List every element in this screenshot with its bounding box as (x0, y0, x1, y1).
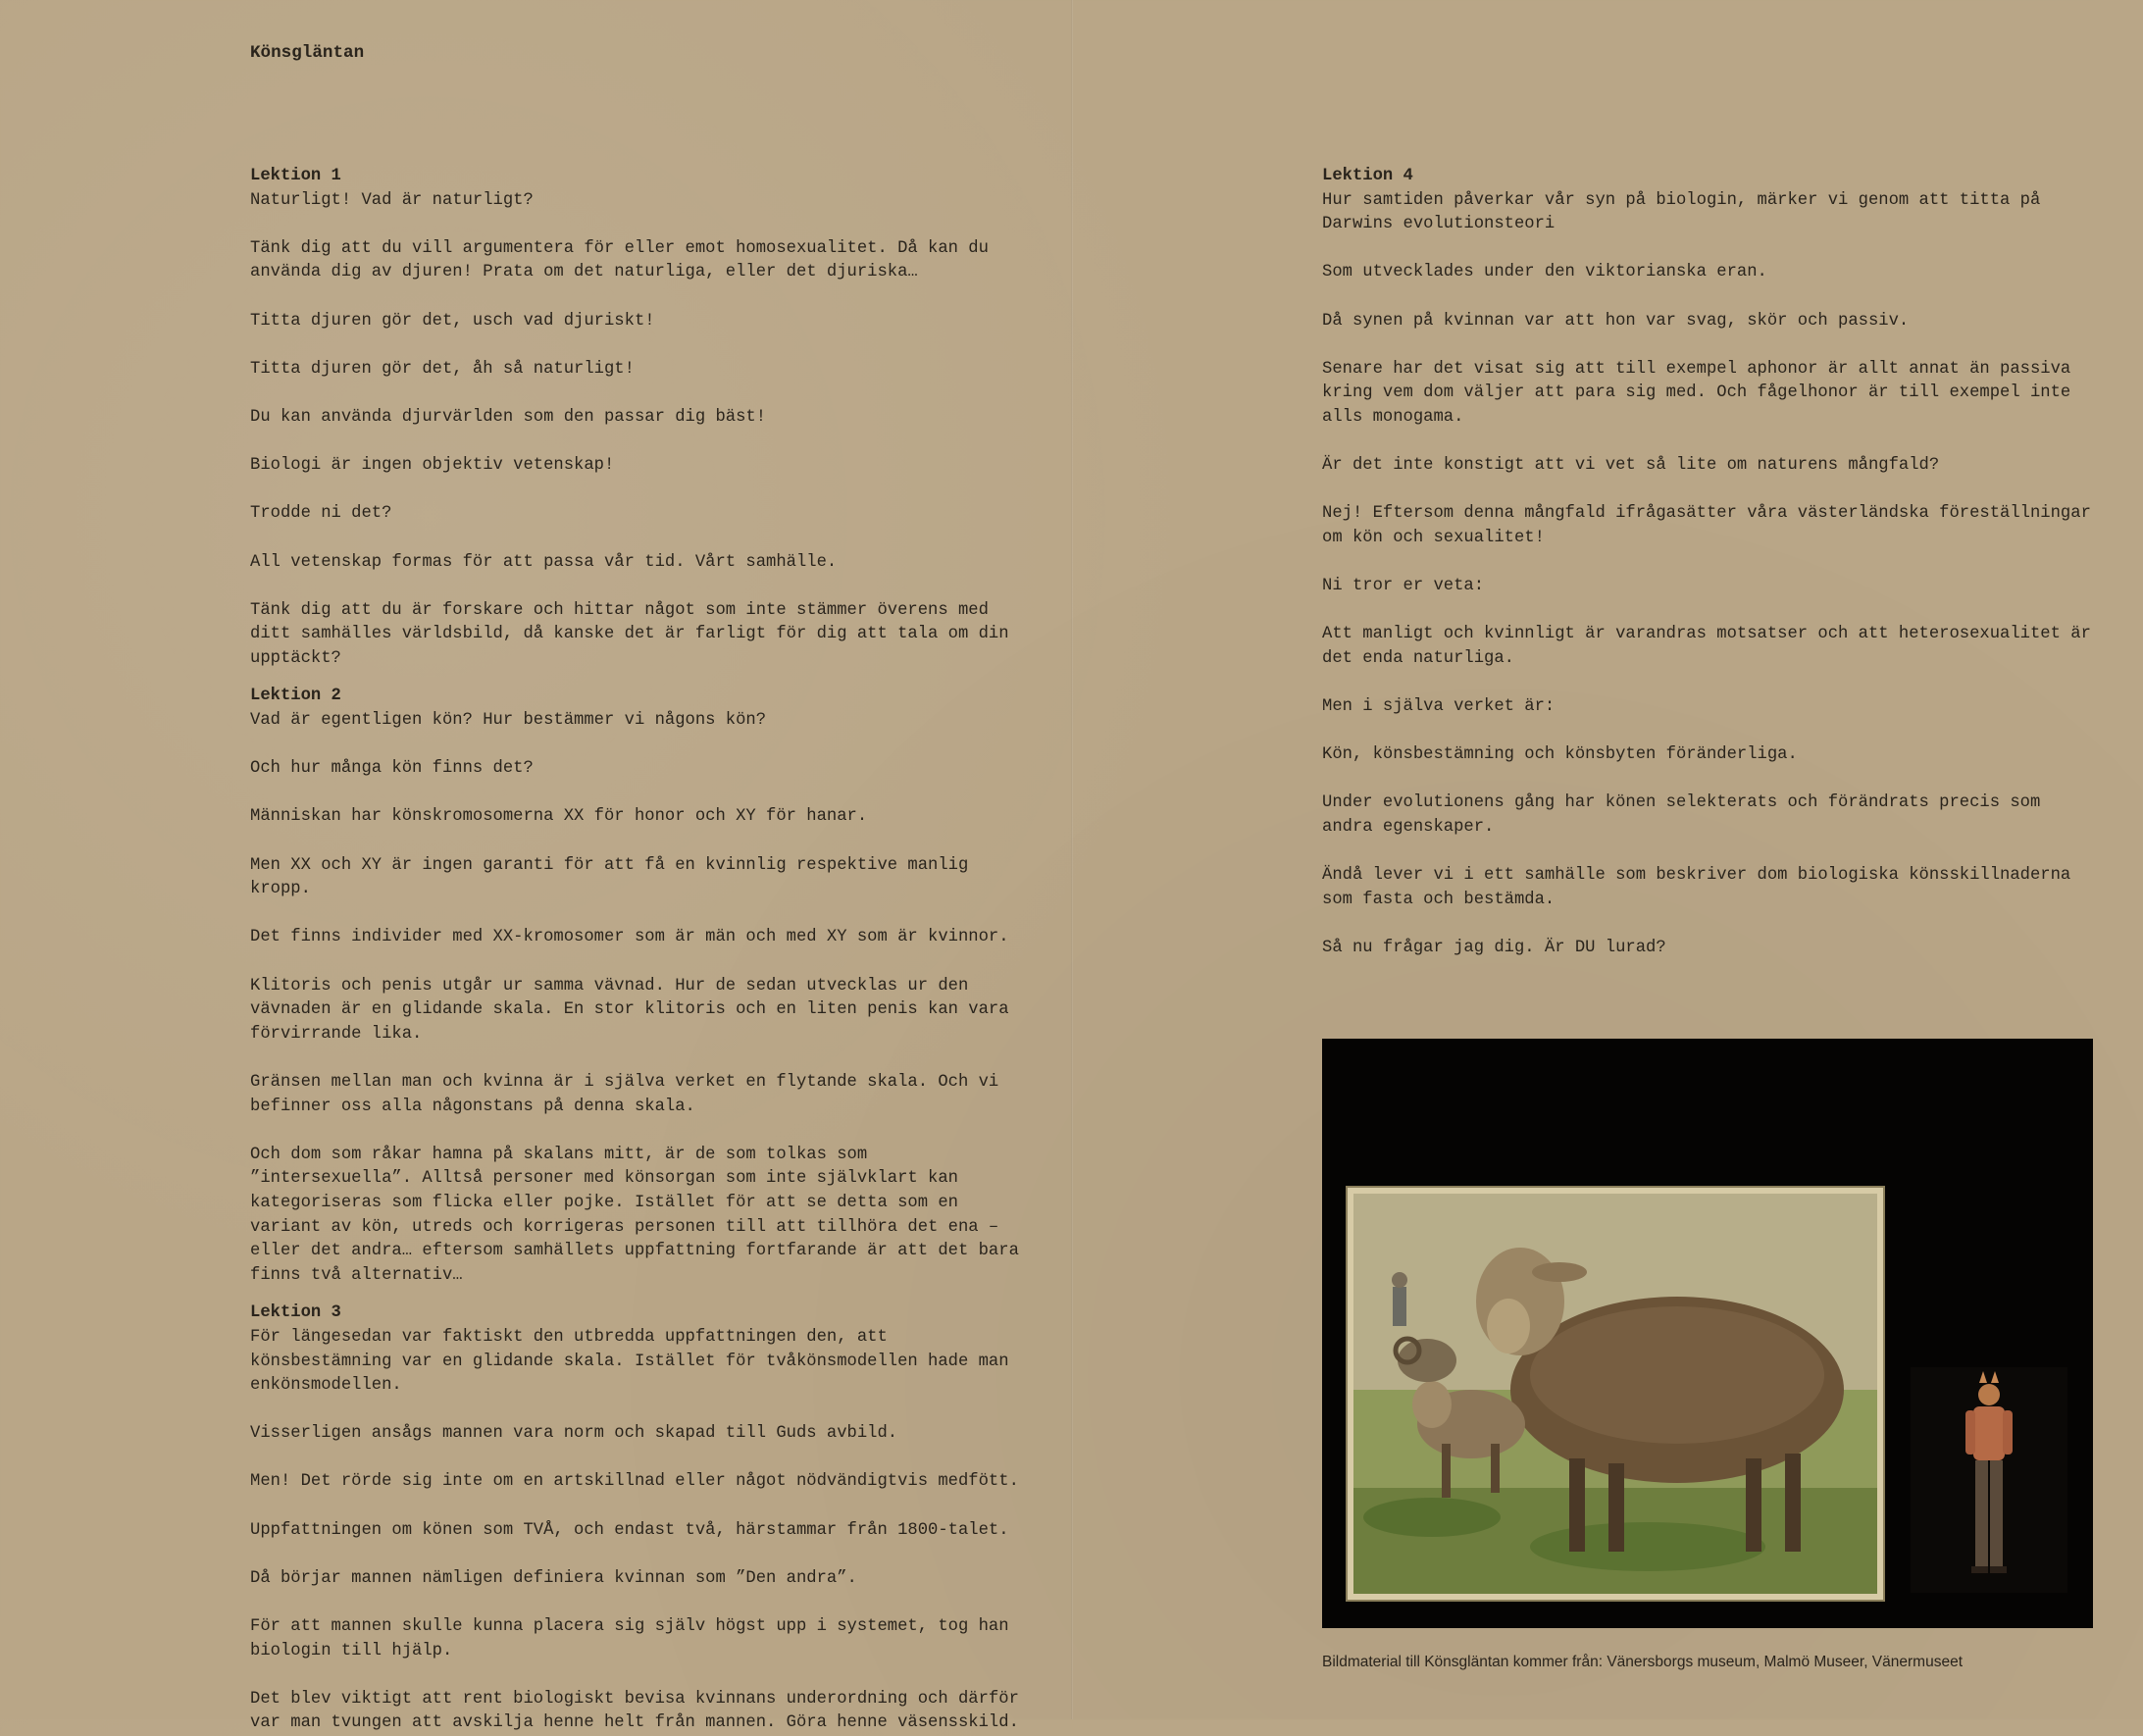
left-column (250, 0, 1035, 1736)
paragraph: Men XX och XY är ingen garanti för att få en kvinnlig respektive manlig kropp. (250, 855, 969, 899)
paragraph: Titta djuren gör det, åh så naturligt! (250, 359, 635, 379)
paragraph: Trodde ni det? (250, 504, 392, 524)
paragraph: Tänk dig att du är forskare och hittar något som inte stämmer överens med ditt samhälles världsbild, då kanske det är farligt för dig att tala om din upptäckt? (250, 600, 1009, 668)
paragraph: Titta djuren gör det, usch vad djuriskt! (250, 311, 655, 331)
paragraph: Men i själva verket är: (1322, 697, 1556, 717)
paragraph: Som utvecklades under den viktorianska eran. (1322, 263, 1767, 282)
paragraph: Så nu frågar jag dig. Är DU lurad? (1322, 939, 1666, 957)
stage-photo (1322, 1039, 2093, 1628)
paragraph: Naturligt! Vad är naturligt? (250, 190, 534, 210)
paragraph: Senare har det visat sig att till exempel aphonor är allt annat än passiva kring vem dom väljer att para sig med. Och fågelhonor är till exempel inte alls monogama. (1322, 359, 2071, 427)
paragraph: Nej! Eftersom denna mångfald ifrågasätter våra västerländska föreställningar om kön och sexualitet! (1322, 504, 2091, 547)
paragraph: Ändå lever vi i ett samhälle som beskriver dom biologiska könsskillnaderna som fasta och bestämda. (1322, 866, 2071, 909)
paragraph: Uppfattningen om könen som TVÅ, och endast två, härstammar från 1800-talet. (250, 1520, 1009, 1540)
sheep-poster-image (1348, 1188, 1883, 1600)
image-credit-caption: Bildmaterial till Könsgläntan kommer från: Vänersborgs museum, Malmö Museer, Vänermuseet (1322, 1654, 1963, 1670)
paragraph: För längesedan var faktiskt den utbredda uppfattningen den, att könsbestämning var en glidande skala. Istället för tvåkönsmodellen hade man enkönsmodellen. (250, 1327, 1009, 1396)
paragraph: Och dom som råkar hamna på skalans mitt, är de som tolkas som ”intersexuella”. Alltså personer med könsorgan som inte självklart kan kategoriseras som flicka eller pojke. Istället för att se detta som en variant av kön, utreds och korrigeras personen till att tillhöra det ena – eller det andra… eftersom samhällets uppfattning fortfarande är att det bara finns två alternativ… (250, 1145, 1019, 1285)
performer-silhouette (1911, 1367, 2067, 1593)
lesson-1 (250, 165, 1035, 671)
lesson-4-title: Lektion 4 (1322, 167, 1413, 185)
paragraph: Att manligt och kvinnligt är varandras motsatser och att heterosexualitet är det enda naturliga. (1322, 625, 2091, 668)
sheep-illustration (1353, 1194, 1877, 1594)
right-column (1322, 0, 2097, 985)
paragraph: Ni tror er veta: (1322, 577, 1485, 596)
paragraph: Under evolutionens gång har könen selekterats och förändrats precis som andra egenskaper. (1322, 793, 2041, 838)
lesson-2 (250, 685, 1035, 1288)
paragraph: Då synen på kvinnan var att hon var svag, skör och passiv. (1322, 311, 1910, 331)
lesson-3 (250, 1302, 1035, 1736)
performer-image (1911, 1367, 2067, 1593)
lesson-2-title: Lektion 2 (250, 687, 341, 706)
paragraph: Det blev viktigt att rent biologiskt bevisa kvinnans underordning och därför var man tvungen att avskilja henne helt från mannen. Göra henne väsensskild. (250, 1689, 1019, 1733)
paragraph: Klitoris och penis utgår ur samma vävnad. Hur de sedan utvecklas ur den vävnaden är en glidande skala. En stor klitoris och en liten penis kan vara förvirrande lika. (250, 976, 1009, 1044)
page-title: Könsgläntan (250, 43, 365, 63)
paragraph: All vetenskap formas för att passa vår tid. Vårt samhälle. (250, 552, 838, 572)
paragraph: Är det inte konstigt att vi vet så lite om naturens mångfald? (1322, 456, 1940, 476)
paragraph: För att mannen skulle kunna placera sig själv högst upp i systemet, tog han biologin till hjälp. (250, 1617, 1009, 1660)
paragraph: Och hur många kön finns det? (250, 759, 534, 779)
paragraph: Visserligen ansågs mannen vara norm och skapad till Guds avbild. (250, 1424, 898, 1444)
paragraph: Det finns individer med XX-kromosomer som är män och med XY som är kvinnor. (250, 928, 1009, 947)
paragraph: Vad är egentligen kön? Hur bestämmer vi någons kön? (250, 711, 767, 731)
paragraph: Då börjar mannen nämligen definiera kvinnan som ”Den andra”. (250, 1568, 857, 1588)
paragraph: Men! Det rörde sig inte om en artskillnad eller något nödvändigtvis medfött. (250, 1472, 1019, 1492)
lesson-1-title: Lektion 1 (250, 167, 341, 185)
paragraph: Hur samtiden påverkar vår syn på biologin, märker vi genom att titta på Darwins evolutionsteori (1322, 190, 2041, 234)
paragraph: Människan har könskromosomerna XX för honor och XY för hanar. (250, 807, 868, 827)
page-spine (1071, 0, 1073, 1719)
paragraph: Du kan använda djurvärlden som den passar dig bäst! (250, 407, 767, 427)
lesson-3-title: Lektion 3 (250, 1303, 341, 1323)
paragraph: Tänk dig att du vill argumentera för eller emot homosexualitet. Då kan du använda dig av djuren! Prata om det naturliga, eller det djuriska… (250, 238, 989, 282)
paragraph: Biologi är ingen objektiv vetenskap! (250, 456, 615, 476)
paragraph: Gränsen mellan man och kvinna är i själva verket en flytande skala. Och vi befinner oss alla någonstans på denna skala. (250, 1072, 999, 1116)
paragraph: Kön, könsbestämning och könsbyten föränderliga. (1322, 745, 1798, 765)
lesson-4 (1322, 165, 2097, 961)
